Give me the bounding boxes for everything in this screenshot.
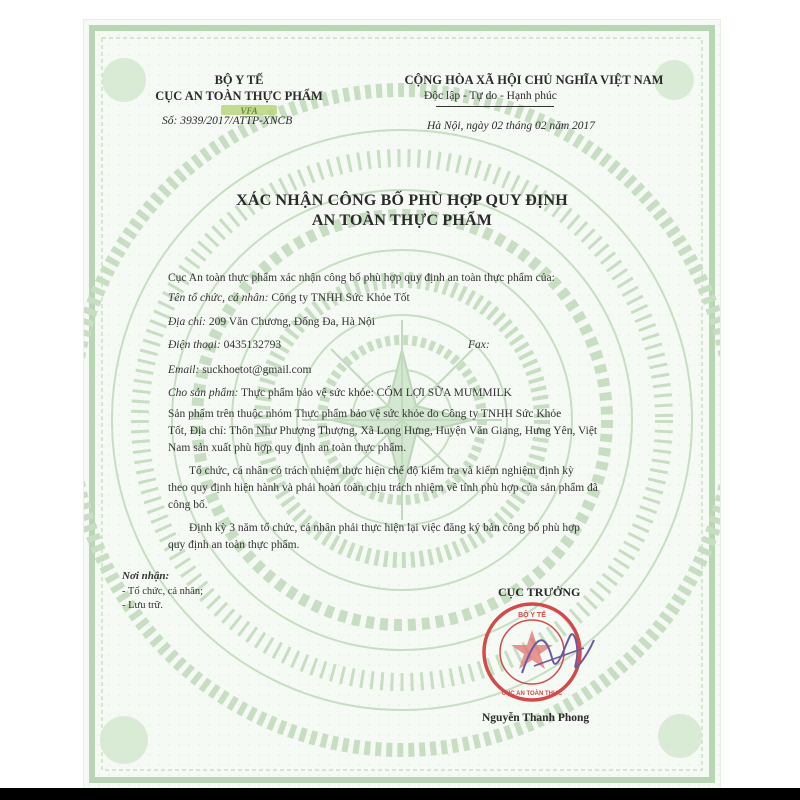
product-value: Thực phẩm bảo vệ sức khỏe: CỐM LỢI SỮA MUMMILK (240, 387, 512, 399)
organization-row (168, 292, 410, 304)
address-value: 209 Văn Chương, Đống Đa, Hà Nội (208, 316, 375, 328)
signer-title: CỤC TRƯỞNG (498, 585, 581, 599)
product-row (168, 387, 512, 399)
svg-text:BỘ Y TẾ: BỘ Y TẾ (518, 612, 546, 619)
paragraph-3-line-2: quy định an toàn thực phẩm. (168, 539, 300, 551)
paragraph-2-line-3: công bố. (168, 499, 208, 511)
document-title-line1: XÁC NHẬN CÔNG BỐ PHÙ HỢP QUY ĐỊNH (236, 192, 568, 209)
motto-underline (436, 106, 554, 107)
paragraph-3-line-1: Định kỳ 3 năm tổ chức, cá nhân phải thực hiện lại việc đăng ký bản công bố phù hợp (189, 522, 580, 534)
paragraph-1-line-1: Sản phẩm trên thuộc nhóm Thực phẩm bảo vệ sức khỏe do Công ty TNHH Sức Khỏe (168, 408, 562, 420)
email-label: Email: (168, 364, 200, 376)
organization-value: Công ty TNHH Sức Khỏe Tốt (271, 292, 410, 304)
email-value: suckhoetot@gmail.com (202, 364, 312, 376)
background-pattern (84, 20, 720, 788)
recipient-item-1: - Tổ chức, cá nhân; (122, 586, 204, 597)
address-label: Địa chỉ: (168, 316, 207, 328)
fax-label: Fax: (468, 339, 490, 351)
product-label: Cho sản phẩm: (168, 387, 239, 399)
email-row (168, 364, 311, 376)
national-motto: Độc lập - Tự do - Hạnh phúc (424, 90, 557, 102)
phone-label: Điện thoại: (168, 339, 221, 351)
ministry-name: BỘ Y TẾ (214, 73, 264, 87)
svg-text:VFA: VFA (240, 106, 258, 116)
recipient-item-2: - Lưu trữ. (122, 600, 163, 611)
bottom-black-bar (0, 788, 800, 800)
document-number: Số: 3939/2017/ATTP-XNCB (162, 115, 293, 127)
paragraph-1-line-3: Nam sản xuất phù hợp quy định an toàn thực phẩm. (168, 442, 407, 454)
paragraph-2-line-1: Tổ chức, cá nhân có trách nhiệm thực hiện chế độ kiểm tra và kiểm nghiệm định kỳ (189, 465, 574, 477)
issue-date: Hà Nội, ngày 02 tháng 02 năm 2017 (427, 120, 596, 132)
certificate-document (84, 20, 720, 788)
recipients-label: Nơi nhận: (122, 570, 170, 582)
organization-label: Tên tổ chức, cá nhân: (168, 292, 269, 304)
intro-text: Cục An toàn thực phẩm xác nhận công bố phù hợp quy định an toàn thực phẩm của: (168, 272, 555, 284)
address-row (168, 316, 375, 328)
country-name: CỘNG HÒA XÃ HỘI CHỦ NGHĨA VIỆT NAM (404, 73, 664, 87)
phone-value: 0435132793 (223, 339, 282, 351)
department-name: CỤC AN TOÀN THỰC PHẨM (155, 89, 323, 103)
paragraph-1-line-2: Tốt, Địa chỉ: Thôn Như Phượng Thượng, Xã Long Hưng, Huyện Văn Giang, Hưng Yên, Việt (168, 425, 598, 437)
phone-row (168, 339, 281, 351)
paragraph-2-line-2: theo quy định hiện hành và phải hoàn toàn chịu trách nhiệm về tính phù hợp của sản phẩm đã (168, 482, 598, 494)
svg-text:CỤC AN TOÀN THỰC: CỤC AN TOÀN THỰC (501, 691, 563, 697)
document-title-line2: AN TOÀN THỰC PHẨM (311, 212, 493, 229)
signer-name: Nguyễn Thanh Phong (482, 712, 590, 724)
handwritten-signature (514, 618, 604, 688)
